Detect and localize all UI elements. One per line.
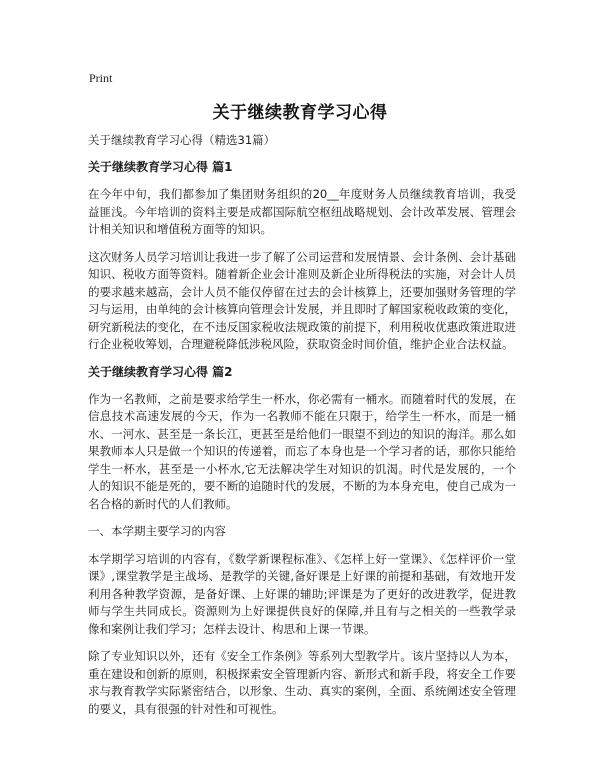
sub-heading: 一、本学期主要学习的内容: [88, 524, 226, 538]
document-body: [88, 132, 516, 728]
paragraph: 这次财务人员学习培训让我进一步了解了公司运营和发展情景、会计条例、会计基础知识、税收方面等资料。随着新企业会计准则及新企业所得税法的实施，对会计人员的要求越来越高，会计人员不能仅停留在过去的会计核算上，还要加强财务管理的学习与运用，由单纯的会计核算向管理会计发展，并且即时了解国家税收政策的变化，研究新税法的变化，在不违反国家税收法规政策的前提下，利用税收优惠政策进取进行企业税收筹划，合理避税降低涉税风险，获取资金时间价值，维护企业合法权益。: [88, 249, 516, 351]
section-heading-1: 关于继续教育学习心得 篇1: [88, 160, 233, 174]
paragraph: 在今年中旬，我们都参加了集团财务组织的20__年度财务人员继续教育培训，我受益匪浅。今年培训的资料主要是成都国际航空枢纽战略规划、会计改革发展、管理会计相关知识和增值税方面等的知识。: [88, 187, 516, 236]
section-heading-2: 关于继续教育学习心得 篇2: [88, 364, 233, 379]
paragraph: 除了专业知识以外，还有《安全工作条例》等系列大型教学片。该片坚持以人为本，重在建设和创新的原则，积极探索安全管理新内容、新形式和新手段，将安全工作要求与教育教学实际紧密结合，以形象、生动、真实的案例，全面、系统阐述安全管理的要义，具有很强的针对性和可视性。: [88, 649, 516, 716]
document-subtitle: 关于继续教育学习心得（精选31篇）: [88, 133, 276, 147]
print-label: Print: [89, 71, 113, 85]
paragraph: 本学期学习培训的内容有，《数学新课程标准》、《怎样上好一堂课》、《怎样评价一堂课》,课堂教学是主战场、是教学的关键,备好课是上好课的前提和基础，有效地开发利用各种教学资源，是备好课、上好课的辅助;评课是为了更好的改进教学，促进教师与学生共同成长。资源则为上好课提供良好的保障,并且有与之相关的一些教学录像和案例让我们学习；怎样去设计、构思和上课一节课。: [88, 551, 516, 636]
paragraph: 作为一名教师，之前是要求给学生一杯水，你必需有一桶水。而随着时代的发展，在信息技术高速发展的今天，作为一名教师不能在只限于，给学生一杯水，而是一桶水、一河水、甚至是一条长江，更甚至是给他们一眼望不到边的知识的海洋。那么如果教师本人只是做一个知识的传递着，而忘了本身也是一个学习者的话，那你只能给学生一杯水，甚至是一小杯水,它无法解决学生对知识的饥渴。时代是发展的，一个人的知识不能是死的，要不断的追随时代的发展，不断的为本身充电，使自己成为一名合格的新时代的人们教师。: [88, 391, 516, 511]
document-title: 关于继续教育学习心得: [212, 103, 388, 123]
